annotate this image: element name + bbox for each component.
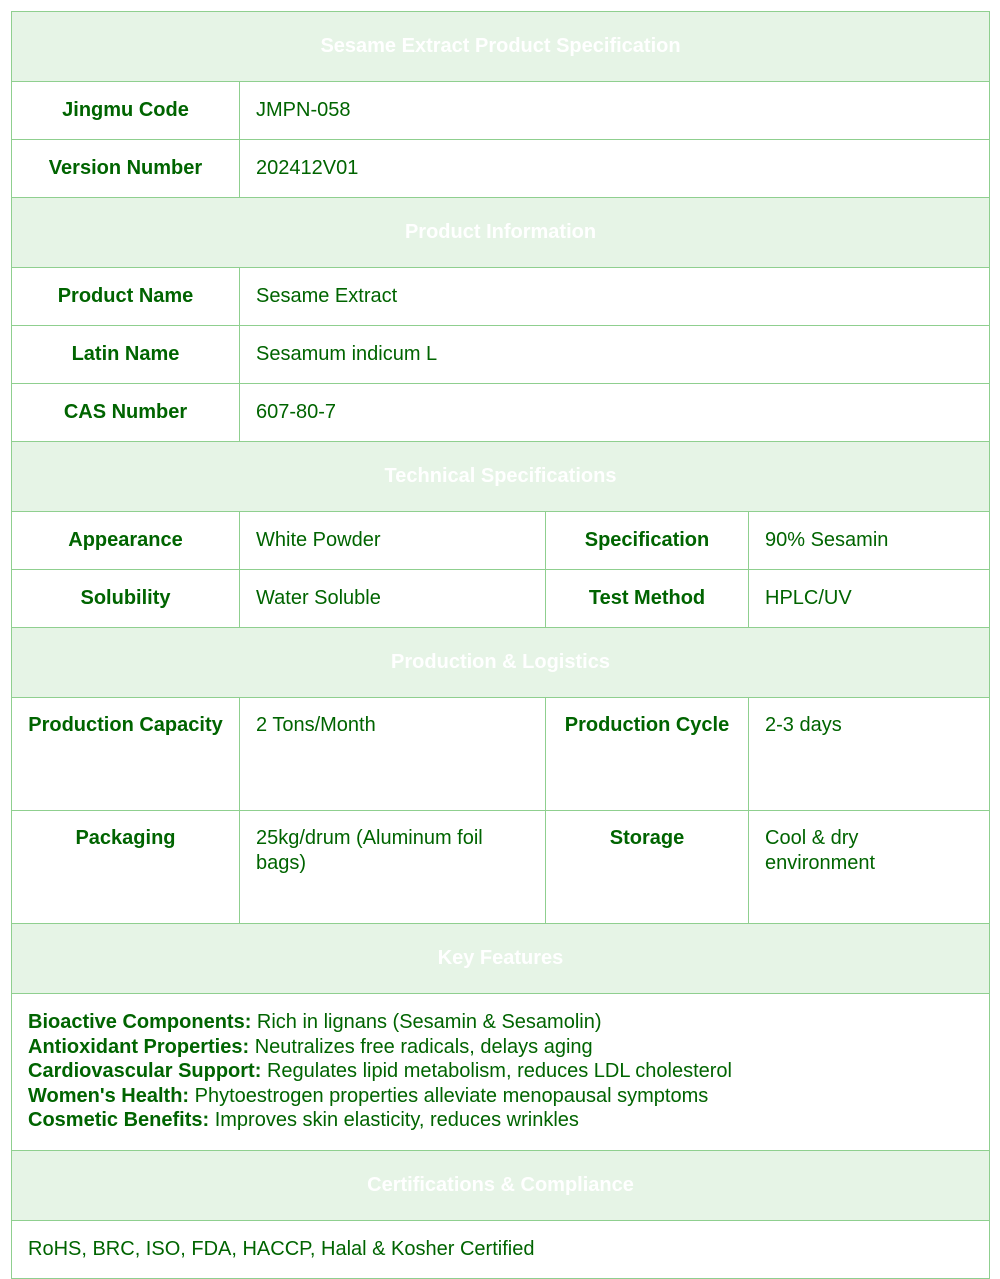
table-row [12, 698, 990, 811]
table-row [12, 1220, 990, 1278]
feature-name: Antioxidant Properties: [28, 1035, 250, 1058]
latin-name-label: Latin Name [12, 326, 240, 384]
feature-item [28, 1010, 973, 1035]
table-row [12, 82, 990, 140]
spec-table [11, 11, 990, 1279]
product-info-heading: Product Information [12, 198, 990, 268]
certifications-text: RoHS, BRC, ISO, FDA, HACCP, Halal & Kosher Certified [12, 1220, 990, 1278]
technical-heading: Technical Specifications [12, 442, 990, 512]
specification-label: Specification [546, 512, 749, 570]
feature-item [28, 1035, 973, 1060]
table-row [12, 140, 990, 198]
feature-name: Cosmetic Benefits: [28, 1109, 210, 1131]
feature-item [28, 1084, 973, 1109]
feature-text: Improves skin elasticity, reduces wrinkles [209, 1109, 579, 1131]
table-row [12, 268, 990, 326]
table-row [12, 512, 990, 570]
version-label: Version Number [12, 140, 240, 198]
table-row [12, 570, 990, 628]
table-row [12, 384, 990, 442]
section-row [12, 442, 990, 512]
product-name-value: Sesame Extract [240, 268, 990, 326]
capacity-value: 2 Tons/Month [240, 698, 546, 811]
features-list [12, 994, 990, 1151]
appearance-value: White Powder [240, 512, 546, 570]
solubility-label: Solubility [12, 570, 240, 628]
table-row [12, 326, 990, 384]
certifications-heading: Certifications & Compliance [12, 1150, 990, 1220]
cas-number-value: 607-80-7 [240, 384, 990, 442]
test-method-value: HPLC/UV [749, 570, 990, 628]
appearance-label: Appearance [12, 512, 240, 570]
storage-value: Cool & dry environment [749, 811, 990, 924]
latin-name-value: Sesamum indicum L [240, 326, 990, 384]
cycle-label: Production Cycle [546, 698, 749, 811]
feature-text: Regulates lipid metabolism, reduces LDL cholesterol [261, 1060, 732, 1082]
section-row [12, 628, 990, 698]
feature-text: Phytoestrogen properties alleviate menopausal symptoms [189, 1084, 709, 1107]
cycle-value: 2-3 days [749, 698, 990, 811]
table-row [12, 811, 990, 924]
packaging-value: 25kg/drum (Aluminum foil bags) [240, 811, 546, 924]
specification-value: 90% Sesamin [749, 512, 990, 570]
production-heading: Production & Logistics [12, 628, 990, 698]
cas-number-label: CAS Number [12, 384, 240, 442]
section-row [12, 924, 990, 994]
packaging-label: Packaging [12, 811, 240, 924]
feature-item [28, 1108, 973, 1133]
title-row [12, 12, 990, 82]
jingmu-code-value: JMPN-058 [240, 82, 990, 140]
capacity-label: Production Capacity [12, 698, 240, 811]
jingmu-code-label: Jingmu Code [12, 82, 240, 140]
features-heading: Key Features [12, 924, 990, 994]
product-name-label: Product Name [12, 268, 240, 326]
version-value: 202412V01 [240, 140, 990, 198]
feature-name: Bioactive Components: [28, 1011, 252, 1033]
solubility-value: Water Soluble [240, 570, 546, 628]
features-row [12, 994, 990, 1151]
page-title: Sesame Extract Product Specification [12, 12, 990, 82]
section-row [12, 198, 990, 268]
feature-text: Rich in lignans (Sesamin & Sesamolin) [251, 1011, 602, 1033]
test-method-label: Test Method [546, 570, 749, 628]
feature-text: Neutralizes free radicals, delays aging [249, 1035, 593, 1058]
feature-item [28, 1059, 973, 1084]
feature-name: Women's Health: [28, 1084, 190, 1107]
section-row [12, 1150, 990, 1220]
feature-name: Cardiovascular Support: [28, 1060, 262, 1082]
storage-label: Storage [546, 811, 749, 924]
